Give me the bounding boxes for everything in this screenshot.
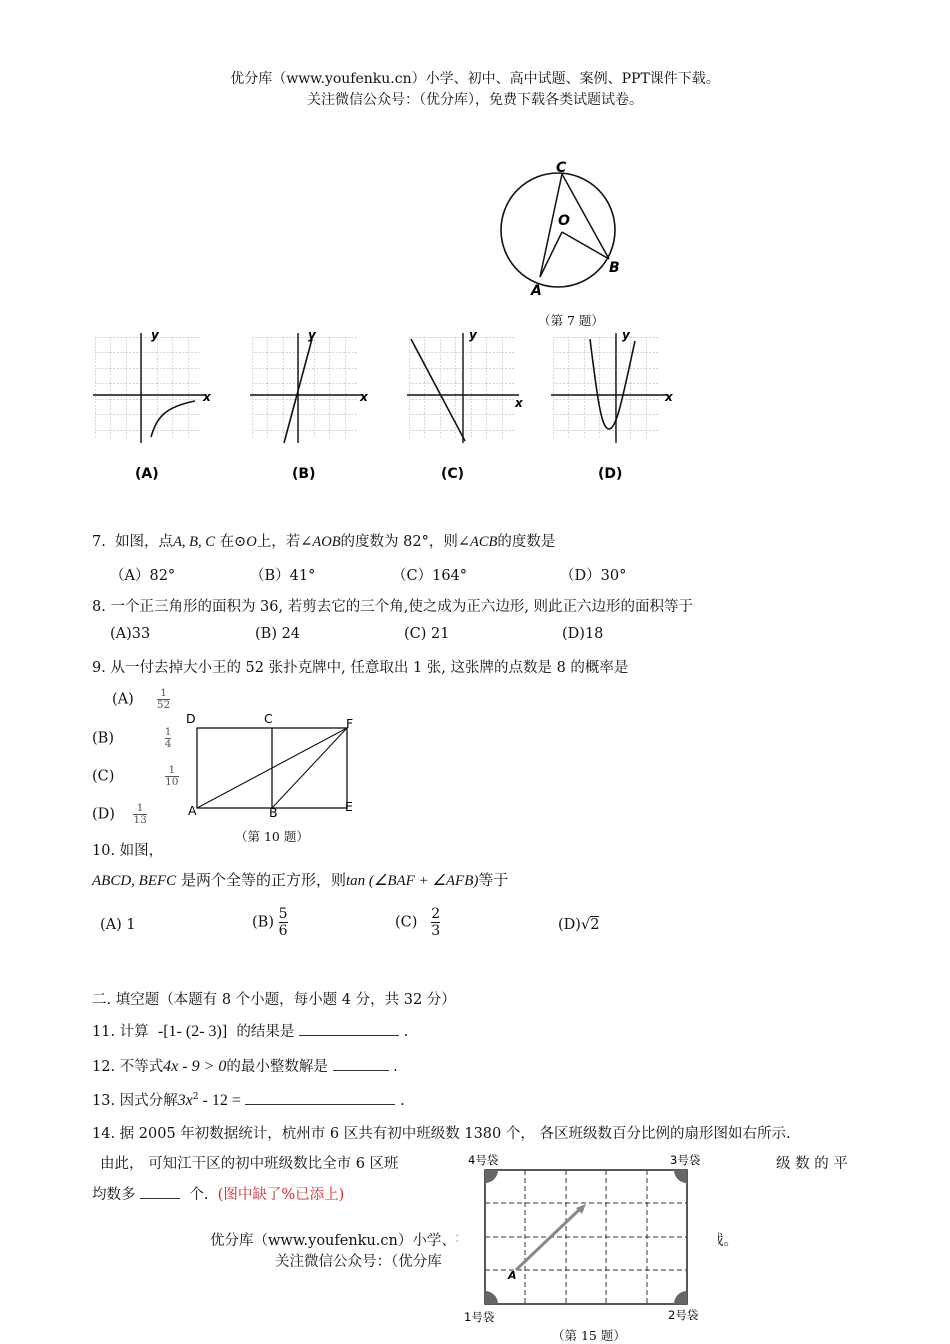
figure-10-caption: （第 10 题） [235,829,309,844]
svg-text:x: x [203,390,211,404]
svg-text:x: x [665,390,673,404]
svg-text:y: y [151,328,159,342]
graph-a-label: (A) [135,466,159,482]
label-B: B [609,260,620,276]
bag-3-label: 3号袋 [670,1153,701,1167]
q10-option-a[interactable]: (A) 1 [100,917,136,933]
footer-line-1-right: 载。 [709,1233,738,1249]
question-12: 12. 不等式4x - 9 > 0的最小整数解是 . [92,1058,398,1075]
q10-option-b[interactable]: (B) $\frac{5}{6}$ [252,906,288,939]
question-8: 8. 一个正三角形的面积为 36, 若剪去它的三个角,使之成为正六边形, 则此正六边形的面积等于 [92,599,694,615]
q10-option-d[interactable]: (D)√2 [558,917,600,933]
svg-text:A: A [508,1269,517,1282]
question-14-line-1: 14. 据 2005 年初数据统计，杭州市 6 区共有初中班级数 1380 个， 各区班级数百分比例的扇形图如右所示. [92,1126,791,1142]
question-14-line-2: 由此， 可知江干区的初中班级数比全市 6 区班 [100,1156,399,1172]
svg-text:B: B [269,805,278,818]
answer-graphs [85,325,685,495]
svg-text:A: A [188,803,197,818]
footer-line-2-left: 关注微信公众号：（优分库 [275,1254,442,1270]
svg-text:C: C [264,711,273,726]
question-14-line-2-right: 级 数 的 平 [776,1156,848,1172]
graph-d [551,328,674,482]
question-11: 11. 计算 -[1- (2- 3)] 的结果是 . [92,1023,409,1040]
question-9: 9. 从一付去掉大小王的 52 张扑克牌中, 任意取出 1 张, 这张牌的点数是 8 的概率是 [92,660,629,676]
figure-15-table [458,1148,718,1344]
bag-2-label: 2号袋 [668,1308,699,1322]
question-14-line-3: 均数多 个. (图中缺了%已添上) [92,1187,345,1203]
svg-text:x: x [515,396,523,410]
question-10-body: ABCD, BEFC 是两个全等的正方形，则tan (∠BAF + ∠AFB)等于 [92,871,509,889]
question-10-head: 10. 如图， [92,843,164,859]
svg-text:y: y [469,328,477,342]
svg-text:E: E [345,799,353,814]
label-A: A [531,283,542,299]
graph-c [407,328,524,482]
q12-answer-blank[interactable] [333,1058,389,1071]
label-C: C [556,160,567,176]
q11-answer-blank[interactable] [299,1023,399,1036]
graph-a [93,328,212,482]
svg-text:x: x [360,390,368,404]
label-O: O [558,213,570,229]
q8-option-c[interactable]: (C) 21 [404,626,450,642]
svg-text:F: F [346,716,354,731]
footer-line-1-left: 优分库（www.youfenku.cn）小学、初 [210,1233,471,1249]
figure-15-caption: （第 15 题） [552,1328,626,1343]
q8-option-b[interactable]: (B) 24 [255,626,301,642]
figure-7-circle [495,155,635,300]
graph-b-label: (B) [292,466,316,482]
q7-option-b[interactable]: （B）41° [250,568,316,584]
q9-option-c[interactable]: (C) $\frac{1}{10}$ [92,764,179,788]
bag-1-label: 1号袋 [464,1310,495,1324]
q8-option-a[interactable]: (A)33 [110,626,151,642]
header-line-2: 关注微信公众号：（优分库），免费下载各类试题试卷。 [307,92,643,108]
figure-7-caption: （第 7 题） [538,313,604,328]
bag-4-label: 4号袋 [468,1153,499,1167]
q9-option-d[interactable]: (D) $\frac{1}{13}$ [92,802,147,826]
q8-option-d[interactable]: (D)18 [562,626,604,642]
q10-option-c[interactable]: (C) $\frac{2}{3}$ [395,906,441,939]
graph-d-label: (D) [598,466,623,482]
question-13: 13. 因式分解$3x^2 - 12$ = . [92,1092,405,1109]
q13-answer-blank[interactable] [245,1092,395,1105]
section-2-title: 二. 填空题（本题有 8 个小题，每小题 4 分，共 32 分） [92,992,456,1008]
q9-option-b[interactable]: (B) $\frac{1}{4}$ [92,726,172,750]
q7-option-d[interactable]: （D）30° [560,568,627,584]
graph-c-label: (C) [441,466,465,482]
header-line-1: 优分库（www.youfenku.cn）小学、初中、高中试题、案例、PPT课件下载。 [230,71,720,87]
svg-text:y: y [308,328,316,342]
q7-option-c[interactable]: （C）164° [392,568,468,584]
q9-option-a[interactable]: (A) $\frac{1}{52}$ [112,687,171,711]
question-7: 7. 如图，点A, B, C 在⊙O上，若∠AOB的度数为 82°，则∠ACB的度数是 [92,534,556,550]
q14-answer-blank[interactable] [140,1186,180,1199]
svg-text:D: D [186,711,196,726]
svg-text:y: y [622,328,630,342]
figure-10-squares [182,708,362,818]
graph-b [250,328,369,482]
q7-option-a[interactable]: （A）82° [110,568,176,584]
